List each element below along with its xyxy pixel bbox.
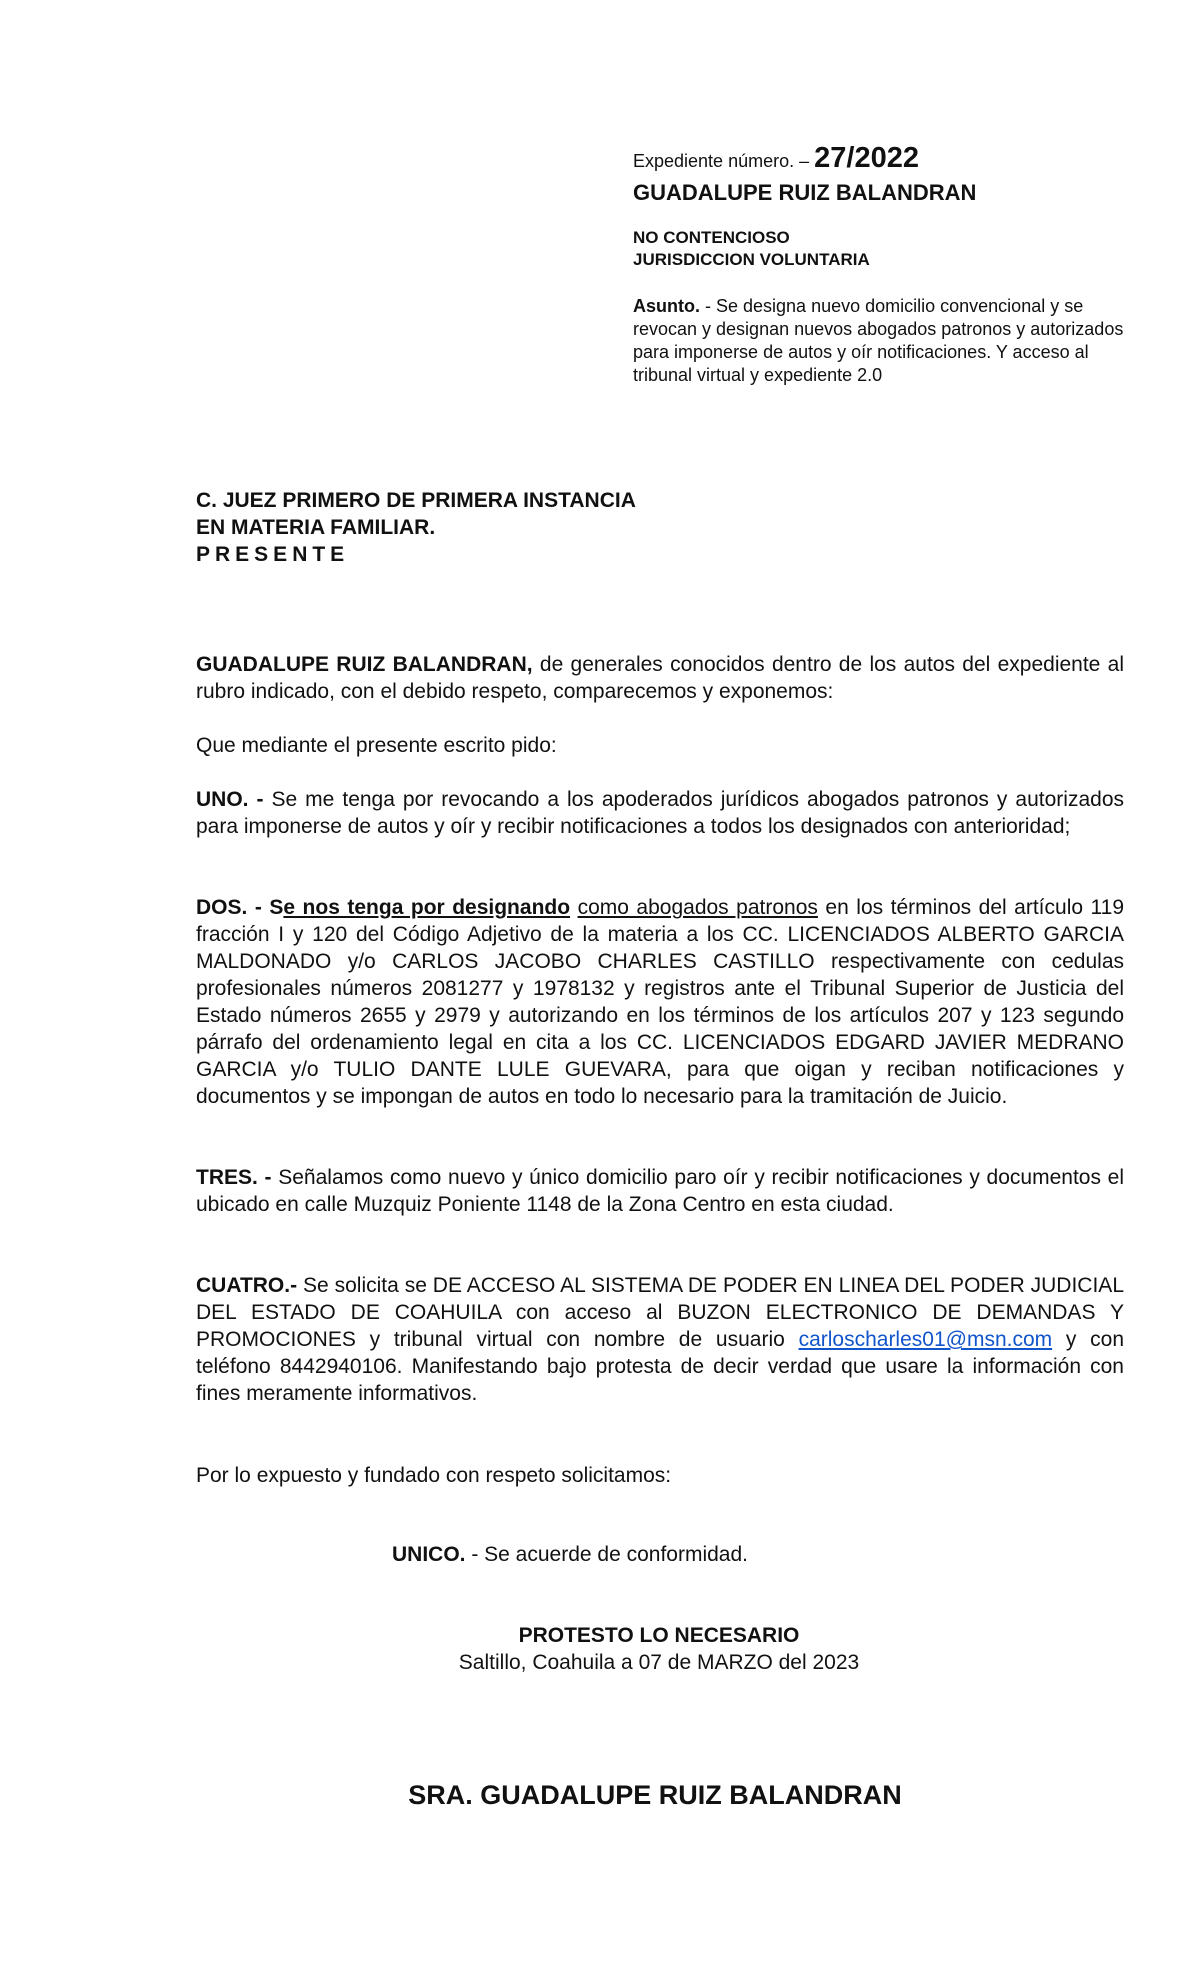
addressee-line2: EN MATERIA FAMILIAR. [196, 516, 436, 539]
asunto-label: Asunto. [633, 296, 700, 316]
closing-request: Por lo expuesto y fundado con respeto solicitamos: [196, 1464, 672, 1487]
uno-dash: - [248, 788, 272, 811]
expediente-label: Expediente número. – [633, 151, 810, 171]
addressee-presente: PRESENTE [196, 543, 350, 566]
cuatro-text-b: y con teléfono 8442940106. Manifestando bajo protesta de decir verdad que usare la información con fines meramente informativos. [196, 1328, 1125, 1405]
dos-label: DOS. [196, 896, 248, 919]
case-type-line1: NO CONTENCIOSO [633, 228, 790, 247]
protesto-line: PROTESTO LO NECESARIO [518, 1624, 800, 1647]
intro-name: GUADALUPE RUIZ BALANDRAN, [196, 653, 533, 676]
case-type-line2: JURISDICCION VOLUNTARIA [633, 250, 870, 269]
unico-text: - Se acuerde de conformidad. [465, 1543, 748, 1566]
tres-dash: - [257, 1166, 279, 1189]
clause-uno [196, 786, 1124, 840]
party-name: GUADALUPE RUIZ BALANDRAN [633, 180, 977, 205]
tres-text: Señalamos como nuevo y único domicilio paro oír y recibir notificaciones y documentos el ubicado en calle Muzquiz Poniente 1148 de la Zona Centro en esta ciudad. [196, 1166, 1124, 1216]
uno-text: Se me tenga por revocando a los apoderados jurídicos abogados patronos y autorizados para imponerse de autos y oír y recibir notificaciones a todos los designados con anterioridad; [196, 788, 1124, 838]
dos-bold-underline: e nos tenga por designando [283, 896, 571, 919]
cuatro-label: CUATRO.- [196, 1274, 298, 1297]
clause-unico [392, 1543, 748, 1567]
dos-dash: - S [247, 896, 284, 919]
dos-text: en los términos del artículo 119 fracción I y 120 del Código Adjetivo de la materia a los CC. LICENCIADOS ALBERTO GARCIA MALDONADO y/o CARLOS JACOBO CHARLES CASTILLO respectivamente con cedulas profesionales números 2081277 y 1978132 y registros ante el Tribunal Superior de Justicia del Estado números 2655 y 2979 y autorizando en los términos de los artículos 207 y 123 segundo párrafo del ordenamiento legal en cita a los CC. LICENCIADOS EDGARD JAVIER MEDRANO GARCIA y/o TULIO DANTE LULE GUEVARA, para que oigan y reciban notificaciones y documentos y se impongan de autos en todo lo necesario para la tramitación de Juicio. [196, 896, 1125, 1108]
intro-text: de generales conocidos dentro de los autos del expediente al rubro indicado, con el debido respeto, comparecemos y exponemos: [196, 653, 1124, 703]
cuatro-text-a: Se solicita se DE ACCESO AL SISTEMA DE PODER EN LINEA DEL PODER JUDICIAL DEL ESTADO DE COAHUILA con acceso al BUZON ELECTRONICO DE DEMANDAS Y PROMOCIONES y tribunal virtual con nombre de usuario [196, 1274, 1124, 1351]
clause-tres [196, 1164, 1124, 1218]
unico-label: UNICO. [392, 1543, 466, 1566]
tres-label: TRES. [196, 1166, 258, 1189]
clause-dos [196, 894, 1124, 1110]
place-date-line: Saltillo, Coahuila a 07 de MARZO del 2023 [458, 1651, 860, 1674]
asunto-block [633, 295, 1143, 387]
addressee-line1: C. JUEZ PRIMERO DE PRIMERA INSTANCIA [196, 489, 636, 512]
dos-space [570, 896, 578, 919]
uno-label: UNO. [196, 788, 249, 811]
expediente-number: 27/2022 [814, 142, 919, 174]
asunto-text: - Se designa nuevo domicilio convencional y se revocan y designan nuevos abogados patronos y autorizados para imponerse de autos y oír notificaciones. Y acceso al tribunal virtual y expediente 2.0 [633, 296, 1124, 385]
intro-paragraph [196, 651, 1124, 705]
addressee-block [196, 487, 636, 568]
clause-cuatro [196, 1272, 1124, 1407]
dos-underline: como abogados patronos [577, 896, 818, 919]
request-intro: Que mediante el presente escrito pido: [196, 734, 557, 757]
signature-name: SRA. GUADALUPE RUIZ BALANDRAN [408, 1780, 902, 1810]
email-link[interactable]: carloscharles01@msn.com [798, 1328, 1053, 1351]
expediente-line [633, 142, 919, 175]
